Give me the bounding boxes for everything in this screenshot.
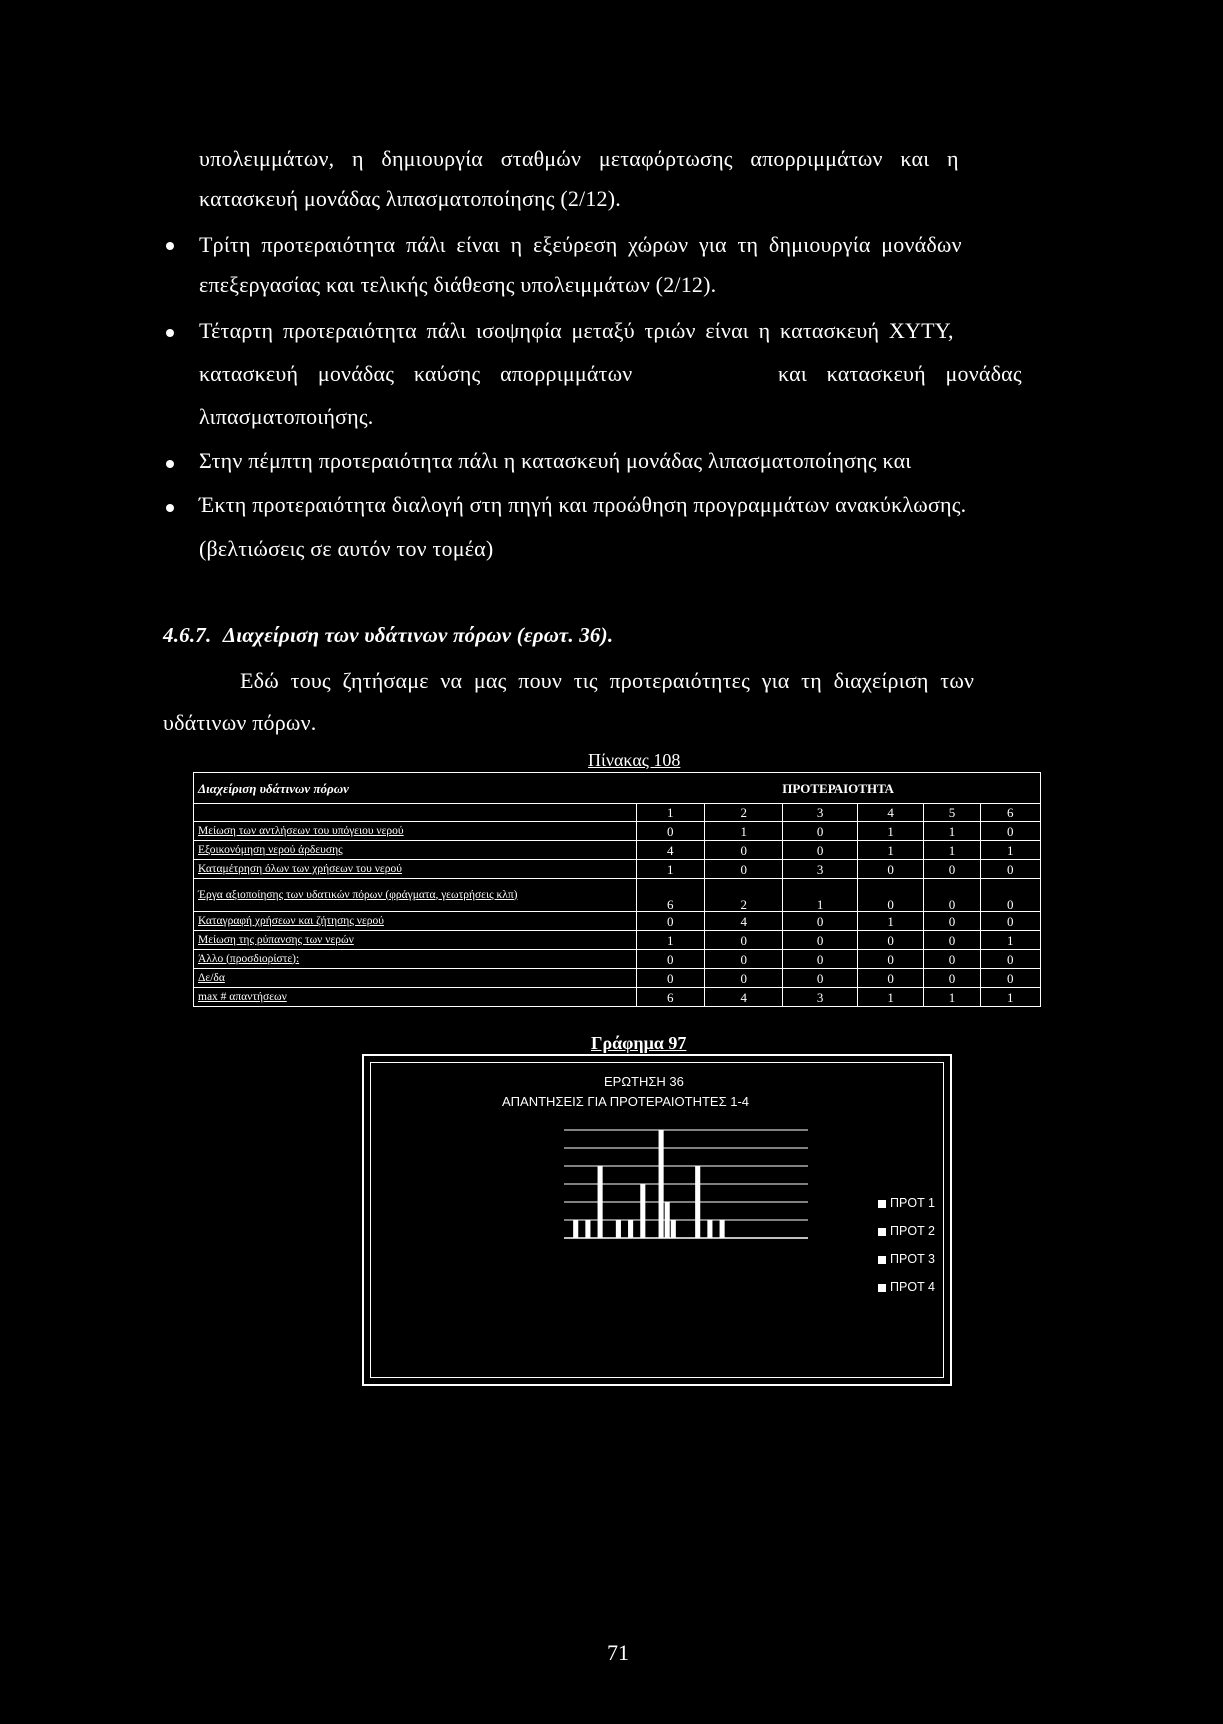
table-cell: 1 [857, 912, 923, 931]
bullet-item-5: Στην πέμπτη προτεραιότητα πάλι η κατασκευή μονάδας λιπασματοποίησης και [199, 448, 912, 473]
table-cell: 0 [705, 950, 783, 969]
legend-swatch-icon [878, 1256, 886, 1264]
table-cell: 0 [924, 931, 980, 950]
table-column-number: 4 [857, 804, 923, 822]
legend-label: ΠΡΟΤ 4 [890, 1280, 935, 1294]
table-cell: 1 [705, 822, 783, 841]
table-cell: 1 [924, 841, 980, 860]
body-line: λιπασματοποιήσης. [199, 404, 374, 429]
table-cell: 2 [705, 879, 783, 912]
table-cell: 3 [783, 860, 857, 879]
table-cell: 0 [857, 931, 923, 950]
table-cell: 0 [705, 931, 783, 950]
table-row-label: Καταγραφή χρήσεων και ζήτησης νερού [194, 912, 637, 931]
table-cell: 0 [857, 860, 923, 879]
legend-item [878, 1224, 935, 1238]
table-cell: 0 [636, 912, 704, 931]
body-line: κατασκευή μονάδας λιπασματοποίησης (2/12). [199, 186, 621, 211]
chart-bar [707, 1220, 712, 1238]
table-row-label: Δε/δα [194, 969, 637, 988]
table-caption: Πίνακας 108 [588, 750, 681, 770]
legend-item [878, 1280, 935, 1294]
table-cell: 1 [980, 841, 1040, 860]
table-cell: 0 [705, 841, 783, 860]
legend-label: ΠΡΟΤ 1 [890, 1196, 935, 1210]
table-cell: 0 [980, 879, 1040, 912]
table-cell: 0 [857, 969, 923, 988]
table-cell: 0 [636, 950, 704, 969]
table-cell: 0 [783, 822, 857, 841]
table-cell: 1 [636, 860, 704, 879]
table-cell: 4 [636, 841, 704, 860]
table-row-label: max # απαντήσεων [194, 988, 637, 1007]
table-cell: 0 [783, 950, 857, 969]
chart-bar [671, 1220, 676, 1238]
table-cell: 0 [857, 879, 923, 912]
table-cell: 1 [980, 931, 1040, 950]
table-cell: 1 [924, 988, 980, 1007]
body-line: κατασκευή μονάδας καύσης απορριμμάτων [199, 361, 633, 386]
table-column-number: 2 [705, 804, 783, 822]
section-title: Διαχείριση των υδάτινων πόρων (ερωτ. 36). [222, 623, 614, 647]
table-cell: 0 [924, 860, 980, 879]
chart-title: ΕΡΩΤΗΣΗ 36 [604, 1074, 684, 1089]
legend-swatch-icon [878, 1200, 886, 1208]
section-intro: Εδώ τους ζητήσαμε να μας πουν τις προτεραιότητες για τη διαχείριση των [240, 668, 975, 693]
legend-label: ΠΡΟΤ 3 [890, 1252, 935, 1266]
body-line: επεξεργασίας και τελικής διάθεσης υπολειμμάτων (2/12). [199, 272, 717, 297]
table-cell: 0 [924, 950, 980, 969]
table-cell: 0 [980, 969, 1040, 988]
bullet-item-4: Τέταρτη προτεραιότητα πάλι ισοψηφία μεταξύ τριών είναι η κατασκευή ΧΥΤΥ, [199, 318, 954, 343]
chart-caption: Γράφημα 97 [591, 1033, 687, 1053]
table-cell: 0 [924, 969, 980, 988]
chart-bar [628, 1220, 633, 1238]
chart-subtitle: ΑΠΑΝΤΗΣΕΙΣ ΓΙΑ ΠΡΟΤΕΡΑΙΟΤΗΤΕΣ 1-4 [502, 1094, 750, 1109]
table-cell: 6 [636, 879, 704, 912]
table-column-number: 6 [980, 804, 1040, 822]
table-cell: 0 [636, 969, 704, 988]
table-cell: 4 [705, 988, 783, 1007]
table-cell: 0 [783, 969, 857, 988]
table-column-number: 5 [924, 804, 980, 822]
chart-bar [665, 1202, 670, 1238]
table-cell: 0 [980, 822, 1040, 841]
table-column-number: 3 [783, 804, 857, 822]
chart-bar [616, 1220, 621, 1238]
chart-bar [573, 1220, 578, 1238]
bullet-item-6: Έκτη προτεραιότητα διαλογή στη πηγή και προώθηση προγραμμάτων ανακύκλωσης. [199, 492, 967, 517]
body-line: (βελτιώσεις σε αυτόν τον τομέα) [199, 536, 494, 561]
page-number: 71 [607, 1640, 629, 1665]
chart-bar [598, 1166, 603, 1238]
table-cell: 0 [705, 860, 783, 879]
table-row-label: Άλλο (προσδιορίστε): [194, 950, 637, 969]
body-line: και κατασκευή μονάδας [778, 361, 1022, 386]
table-cell: 4 [705, 912, 783, 931]
legend-swatch-icon [878, 1228, 886, 1236]
legend-swatch-icon [878, 1284, 886, 1292]
table-cell: 3 [783, 988, 857, 1007]
section-intro: υδάτινων πόρων. [163, 710, 317, 735]
table-row-label: Μείωση των αντλήσεων του υπόγειου νερού [194, 822, 637, 841]
table-header-label: Διαχείριση υδάτινων πόρων [194, 773, 637, 804]
table-header-priority: ΠΡΟΤΕΡΑΙΟΤΗΤΑ [636, 773, 1040, 804]
table-cell: 1 [636, 931, 704, 950]
table-cell: 1 [857, 988, 923, 1007]
table-row-label: Καταμέτρηση όλων των χρήσεων του νερού [194, 860, 637, 879]
table-cell: 0 [783, 912, 857, 931]
table-cell: 1 [924, 822, 980, 841]
table-cell: 0 [783, 841, 857, 860]
table-cell: 0 [980, 860, 1040, 879]
table-cell: 0 [636, 822, 704, 841]
table-cell: 1 [857, 822, 923, 841]
table-row-label: Εξοικονόμηση νερού άρδευσης [194, 841, 637, 860]
table-cell: 0 [705, 969, 783, 988]
chart-bar [695, 1166, 700, 1238]
legend-item [878, 1252, 935, 1266]
table-cell: 0 [924, 912, 980, 931]
table-cell: 0 [980, 950, 1040, 969]
section-number: 4.6.7. [163, 623, 212, 647]
legend-label: ΠΡΟΤ 2 [890, 1224, 935, 1238]
table-cell: 1 [857, 841, 923, 860]
table-row-label: Έργα αξιοποίησης των υδατικών πόρων (φράγματα, γεωτρήσεις κλπ) [194, 879, 637, 912]
table-cell: 0 [924, 879, 980, 912]
legend-item [878, 1196, 935, 1210]
body-line: υπολειμμάτων, η δημιουργία σταθμών μεταφόρτωσης απορριμμάτων και η [199, 146, 959, 171]
table-cell: 0 [783, 931, 857, 950]
table-cell: 1 [783, 879, 857, 912]
table-cell: 0 [980, 912, 1040, 931]
chart-bar [640, 1184, 645, 1238]
table-column-number: 1 [636, 804, 704, 822]
chart-bar [585, 1220, 590, 1238]
chart-bar [720, 1220, 725, 1238]
bullet-item-3: Τρίτη προτεραιότητα πάλι είναι η εξεύρεση χώρων για τη δημιουργία μονάδων [199, 232, 962, 257]
table-cell: 1 [980, 988, 1040, 1007]
table-cell: 6 [636, 988, 704, 1007]
chart-bar [659, 1130, 664, 1238]
table-row-label: Μείωση της ρύπανσης των νερών [194, 931, 637, 950]
table-cell: 0 [857, 950, 923, 969]
